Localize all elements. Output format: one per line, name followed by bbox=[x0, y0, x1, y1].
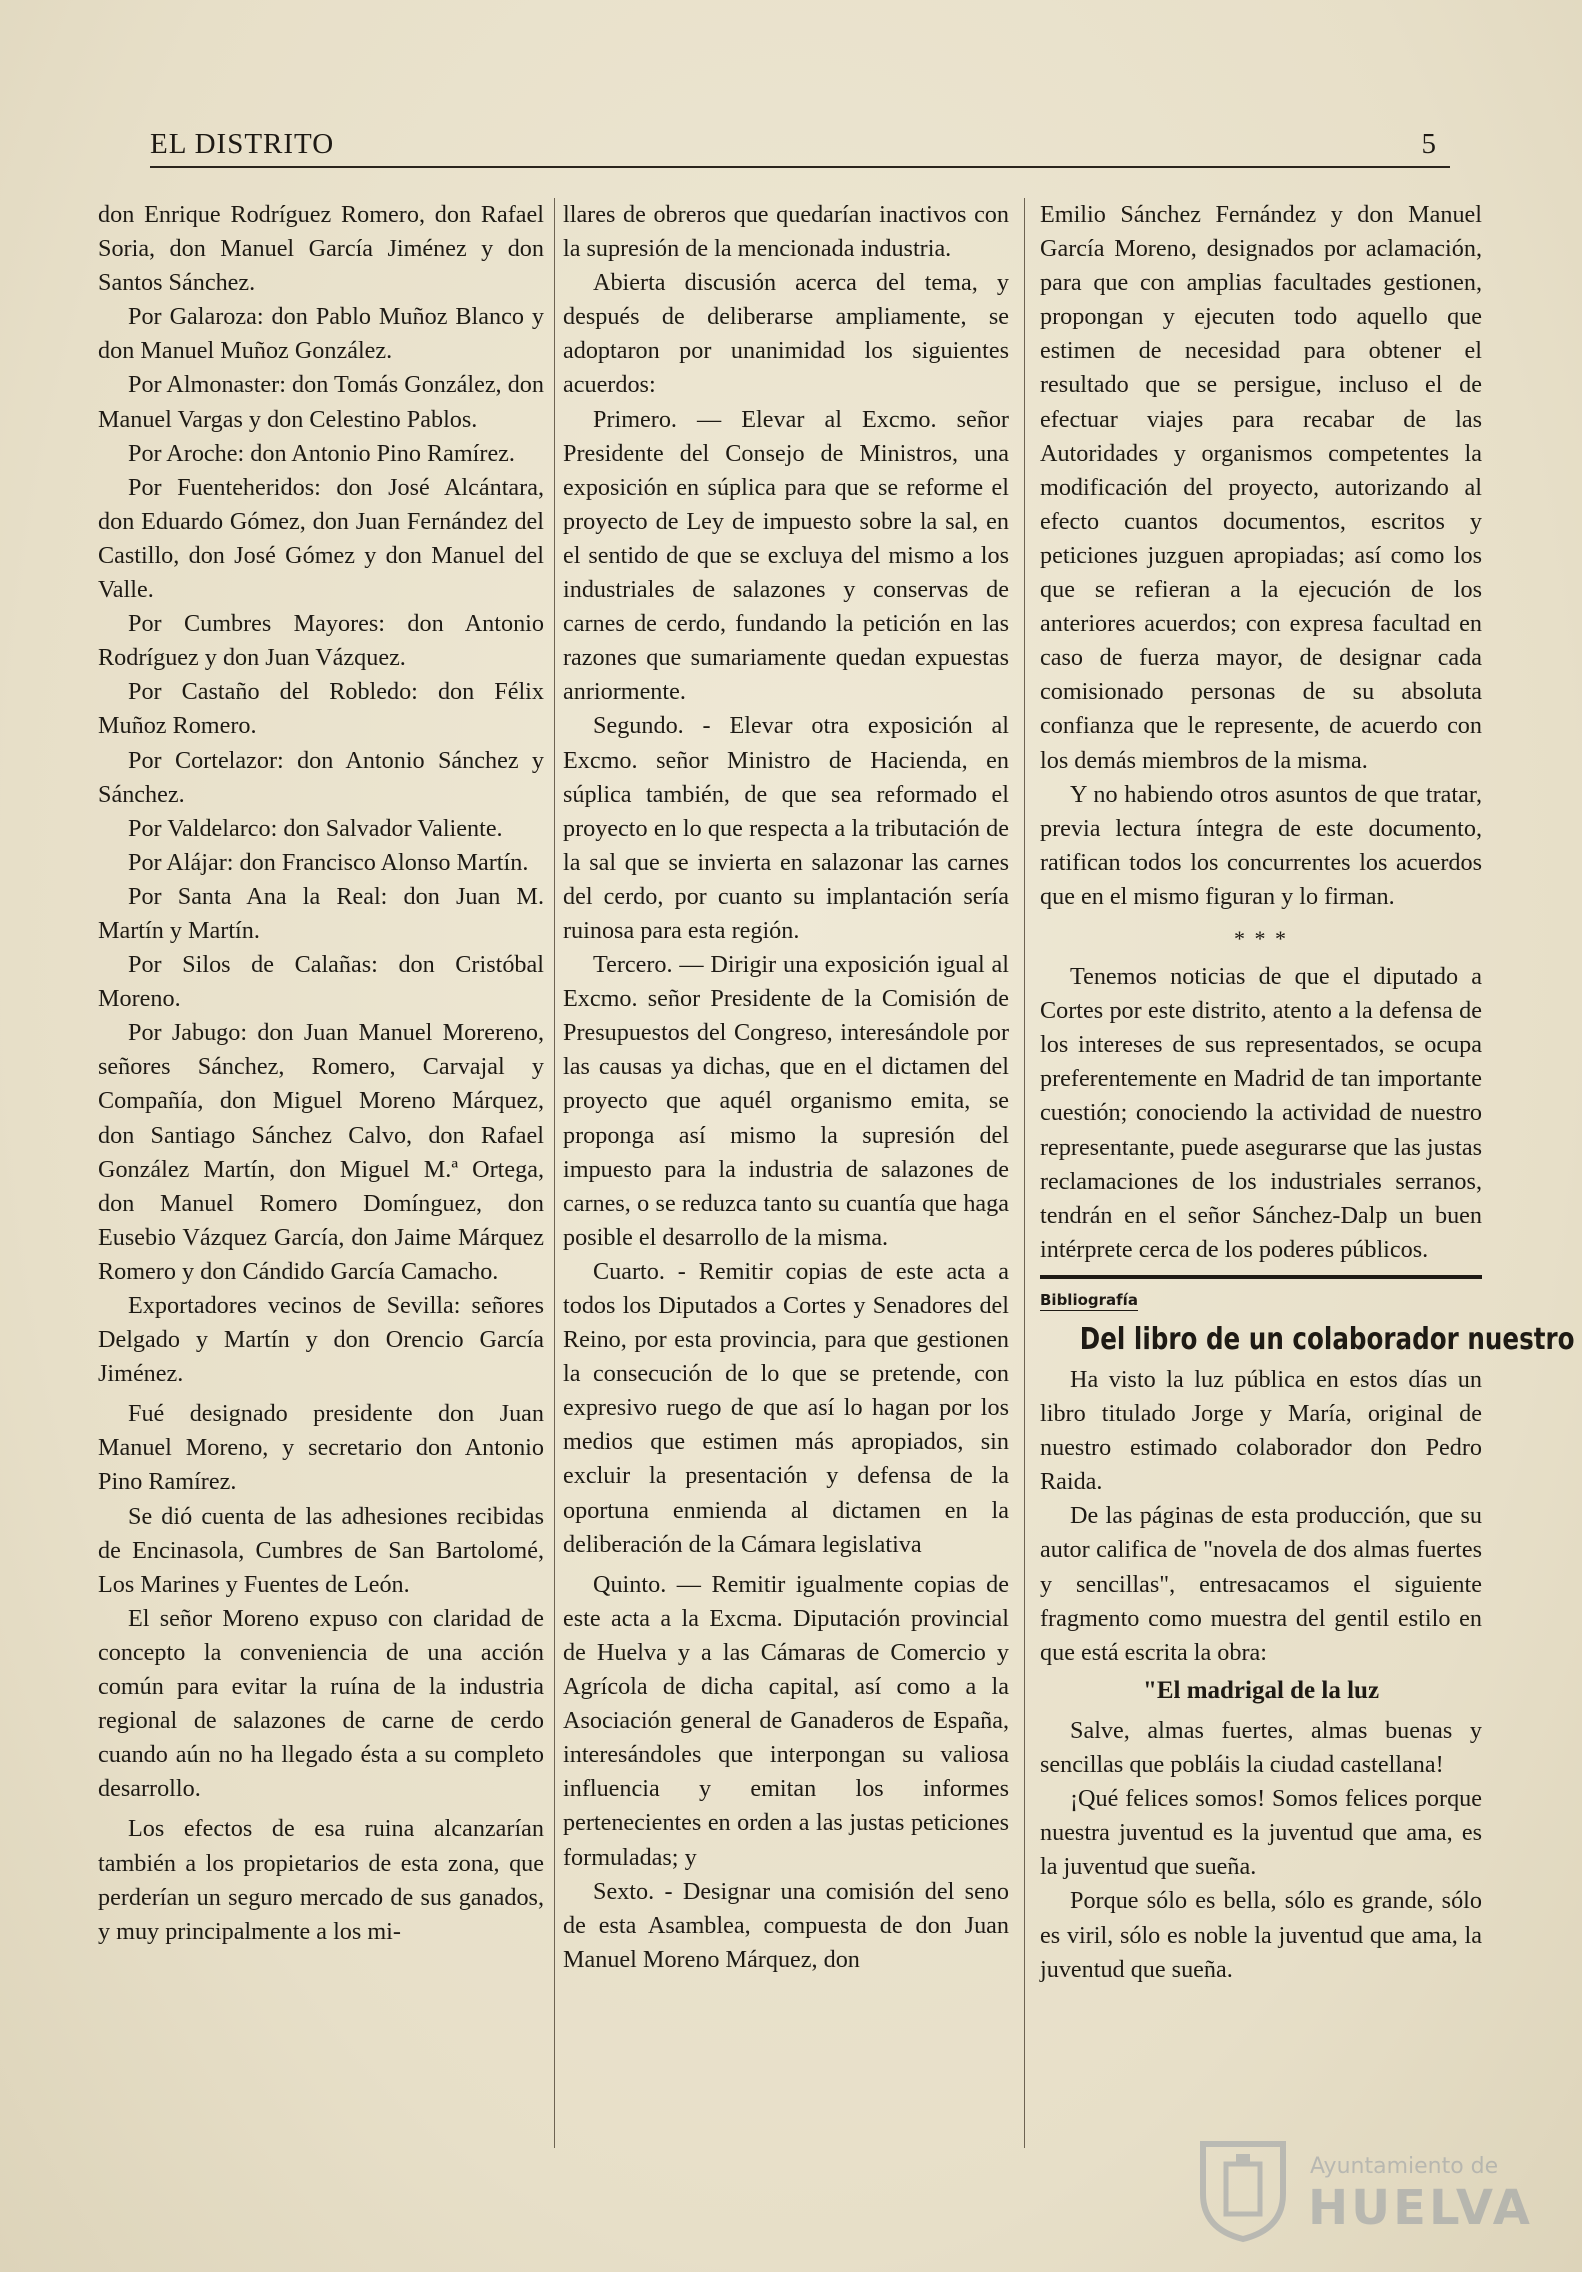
paragraph: Quinto. — Remitir igualmente copias de este acta a la Excma. Diputación provincial de Huelva y a las Cámaras de Comercio y Agrícola de dicha capital, así como a la Asociación general de Ganaderos de España, interesándoles que interpongan su valiosa influencia y emitan los informes pertenecientes en orden a las justas peticiones formuladas; y bbox=[563, 1570, 1009, 1871]
paragraph: Los efectos de esa ruina alcanzarían también a los propietarios de esta zona, que perderían un seguro mercado de sus ganados, y muy principalmente a los mi- bbox=[98, 1815, 544, 1945]
paragraph: Segundo. - Elevar otra exposición al Excmo. señor Ministro de Hacienda, en súplica también, de que sea reformado el proyecto en lo que respecta a la tributación de la sal que se invierta en salazonar las carnes del cerdo, por cuanto su implantación sería ruinosa para esta región. bbox=[563, 712, 1009, 944]
paragraph: Por Silos de Calañas: don Cristóbal Moreno. bbox=[98, 951, 544, 1013]
paragraph: Por Aroche: don Antonio Pino Ramírez. bbox=[128, 439, 515, 467]
paragraph: Por Alájar: don Francisco Alonso Martín. bbox=[128, 848, 529, 876]
paragraph: De las páginas de esta producción, que su autor califica de "novela de dos almas fuertes y sencillas", entresacamos el siguiente fragmento como muestra del gentil estilo en que está escrita la obra: bbox=[1040, 1502, 1482, 1666]
header-rule bbox=[150, 166, 1450, 168]
archive-watermark bbox=[1180, 2130, 1533, 2250]
page-number: 5 bbox=[1421, 128, 1436, 160]
newspaper-title: EL DISTRITO bbox=[150, 128, 335, 160]
paragraph: Porque sólo es bella, sólo es grande, sólo es viril, sólo es noble la juventud que ama, la juventud que sueña. bbox=[1040, 1887, 1482, 1983]
paragraph: Por Galaroza: don Pablo Muñoz Blanco y don Manuel Muñoz González. bbox=[98, 303, 544, 365]
column-divider-1 bbox=[554, 198, 555, 2148]
paragraph: Tercero. — Dirigir una exposición igual al Excmo. señor Presidente de la Comisión de Presupuestos del Congreso, interesándole por las causas ya dichas, que en el dictamen del proyecto que aquél organismo emita, se proponga así mismo la supresión del impuesto para la industria de salazones de carnes, o se reduzca tanto su cuantía que haga posible el desarrollo de la misma. bbox=[563, 951, 1009, 1251]
paragraph: Exportadores vecinos de Sevilla: señores Delgado y Martín y don Orencio García Jiménez. bbox=[98, 1292, 544, 1388]
paragraph: Por Cortelazor: don Antonio Sánchez y Sánchez. bbox=[98, 746, 544, 808]
paragraph: Por Santa Ana la Real: don Juan M. Martín y Martín. bbox=[98, 882, 544, 944]
paragraph: Por Jabugo: don Juan Manuel Morereno, señores Sánchez, Romero, Carvajal y Compañía, don Miguel Moreno Márquez, don Santiago Sánchez Calvo, don Rafael González Martín, don Miguel M.ª Ortega, don Manuel Romero Domínguez, don Eusebio Vázquez García, don Jaime Márquez Romero y don Cándido García Camacho. bbox=[98, 1019, 544, 1285]
excerpt-title: "El madrigal de la luz bbox=[1142, 1676, 1380, 1704]
paragraph: Sexto. - Designar una comisión del seno de esta Asamblea, compuesta de don Juan Manuel Moreno Márquez, don bbox=[563, 1877, 1009, 1973]
paragraph: El señor Moreno expuso con claridad de concepto la conveniencia de una acción común para evitar la ruína de la industria regional de salazones de carne de cerdo cuando aún no ha llegado ésta a su completo desarrollo. bbox=[98, 1604, 544, 1803]
watermark-line2: HUELVA bbox=[1308, 2180, 1533, 2236]
paragraph: Fué designado presidente don Juan Manuel Moreno, y secretario don Antonio Pino Ramírez. bbox=[98, 1400, 544, 1496]
paragraph: Tenemos noticias de que el diputado a Cortes por este distrito, atento a la defensa de los intereses de sus representados, se ocupa preferentemente en Madrid de tan importante cuestión; conociendo la actividad de nuestro representante, puede asegurarse que las justas reclamaciones de los industriales serranos, tendrán en el señor Sánchez-Dalp un buen intérprete cerca de los poderes públicos. bbox=[1040, 963, 1482, 1263]
watermark-line1: Ayuntamiento de bbox=[1310, 2154, 1499, 2179]
paragraph: Ha visto la luz pública en estos días un libro titulado Jorge y María, original de nuestro estimado colaborador don Pedro Raida. bbox=[1040, 1366, 1482, 1496]
paragraph: Y no habiendo otros asuntos de que tratar, previa lectura íntegra de este documento, ratifican todos los concurrentes los acuerdos que en el mismo figuran y lo firman. bbox=[1040, 780, 1482, 910]
paragraph: Cuarto. - Remitir copias de este acta a todos los Diputados a Cortes y Senadores del Reino, por esta provincia, para que gestionen la consecución de lo que se pretende, con expresivo ruego de que así lo hagan por los medios que estimen más apropiados, sin excluir la presentación y defensa de la oportuna enmienda al dictamen en la deliberación de la Cámara legislativa bbox=[563, 1257, 1009, 1558]
paragraph: don Enrique Rodríguez Romero, don Rafael Soria, don Manuel García Jiménez y don Santos Sánchez. bbox=[98, 201, 544, 297]
column-1 bbox=[98, 198, 544, 1949]
paragraph: Abierta discusión acerca del tema, y después de deliberarse ampliamente, se adoptaron por unanimidad los siguientes acuerdos: bbox=[563, 269, 1009, 399]
column-3 bbox=[1040, 198, 1575, 1987]
column-2 bbox=[563, 198, 1009, 1977]
paragraph: ¡Qué felices somos! Somos felices porque nuestra juventud es la juventud que ama, es la juventud que sueña. bbox=[1040, 1785, 1482, 1881]
section-label-bibliografia: Bibliografía bbox=[1040, 1290, 1138, 1309]
paragraph: Por Almonaster: don Tomás González, don Manuel Vargas y don Celestino Pablos. bbox=[98, 371, 544, 433]
paragraph: llares de obreros que quedarían inactivos con la supresión de la mencionada industria. bbox=[563, 201, 1009, 263]
paragraph: Por Cumbres Mayores: don Antonio Rodríguez y don Juan Vázquez. bbox=[98, 610, 544, 672]
masthead bbox=[150, 128, 1450, 168]
paragraph: Por Castaño del Robledo: don Félix Muñoz Romero. bbox=[98, 678, 544, 740]
section-rule bbox=[1040, 1275, 1482, 1279]
coat-of-arms-icon bbox=[1188, 2134, 1298, 2244]
section-separator-stars: * * * bbox=[1234, 925, 1288, 951]
paragraph: Por Fuenteheridos: don José Alcántara, don Eduardo Gómez, don Juan Fernández del Castillo, don José Gómez y don Manuel del Valle. bbox=[98, 473, 544, 604]
paragraph: Se dió cuenta de las adhesiones recibidas de Encinasola, Cumbres de San Bartolomé, Los Marines y Fuentes de León. bbox=[98, 1502, 544, 1598]
article-headline: Del libro de un colaborador nuestro bbox=[1079, 1322, 1575, 1357]
paragraph: Salve, almas fuertes, almas buenas y sencillas que pobláis la ciudad castellana! bbox=[1040, 1716, 1482, 1779]
paragraph: Emilio Sánchez Fernández y don Manuel García Moreno, designados por aclamación, para que con amplias facultades gestionen, propongan y ejecuten todo aquello que estimen de necesidad para obtener el resultado que se persigue, incluso el de efectuar viajes para recabar de las Autoridades y organismos competentes la modificación del proyecto, autorizando al efecto cuantos documentos, escritos y peticiones juzguen apropiadas; así como los que se refieran a la ejecución de los anteriores acuerdos; con expresa facultad en caso de fuerza mayor, de designar cada comisionado personas de su absoluta confianza que le represente, de acuerdo con los demás miembros de la misma. bbox=[1040, 201, 1482, 774]
paragraph: Primero. — Elevar al Excmo. señor Presidente del Consejo de Ministros, una exposición en súplica para que se reforme el proyecto de Ley de impuesto sobre la sal, en el sentido de que se excluya del mismo a los industriales de salazones y conservas de carnes de cerdo, fundando la petición en las razones que sumariamente quedan expuestas anriormente. bbox=[563, 405, 1009, 706]
paragraph: Por Valdelarco: don Salvador Valiente. bbox=[128, 814, 503, 842]
column-divider-2 bbox=[1024, 198, 1025, 2148]
